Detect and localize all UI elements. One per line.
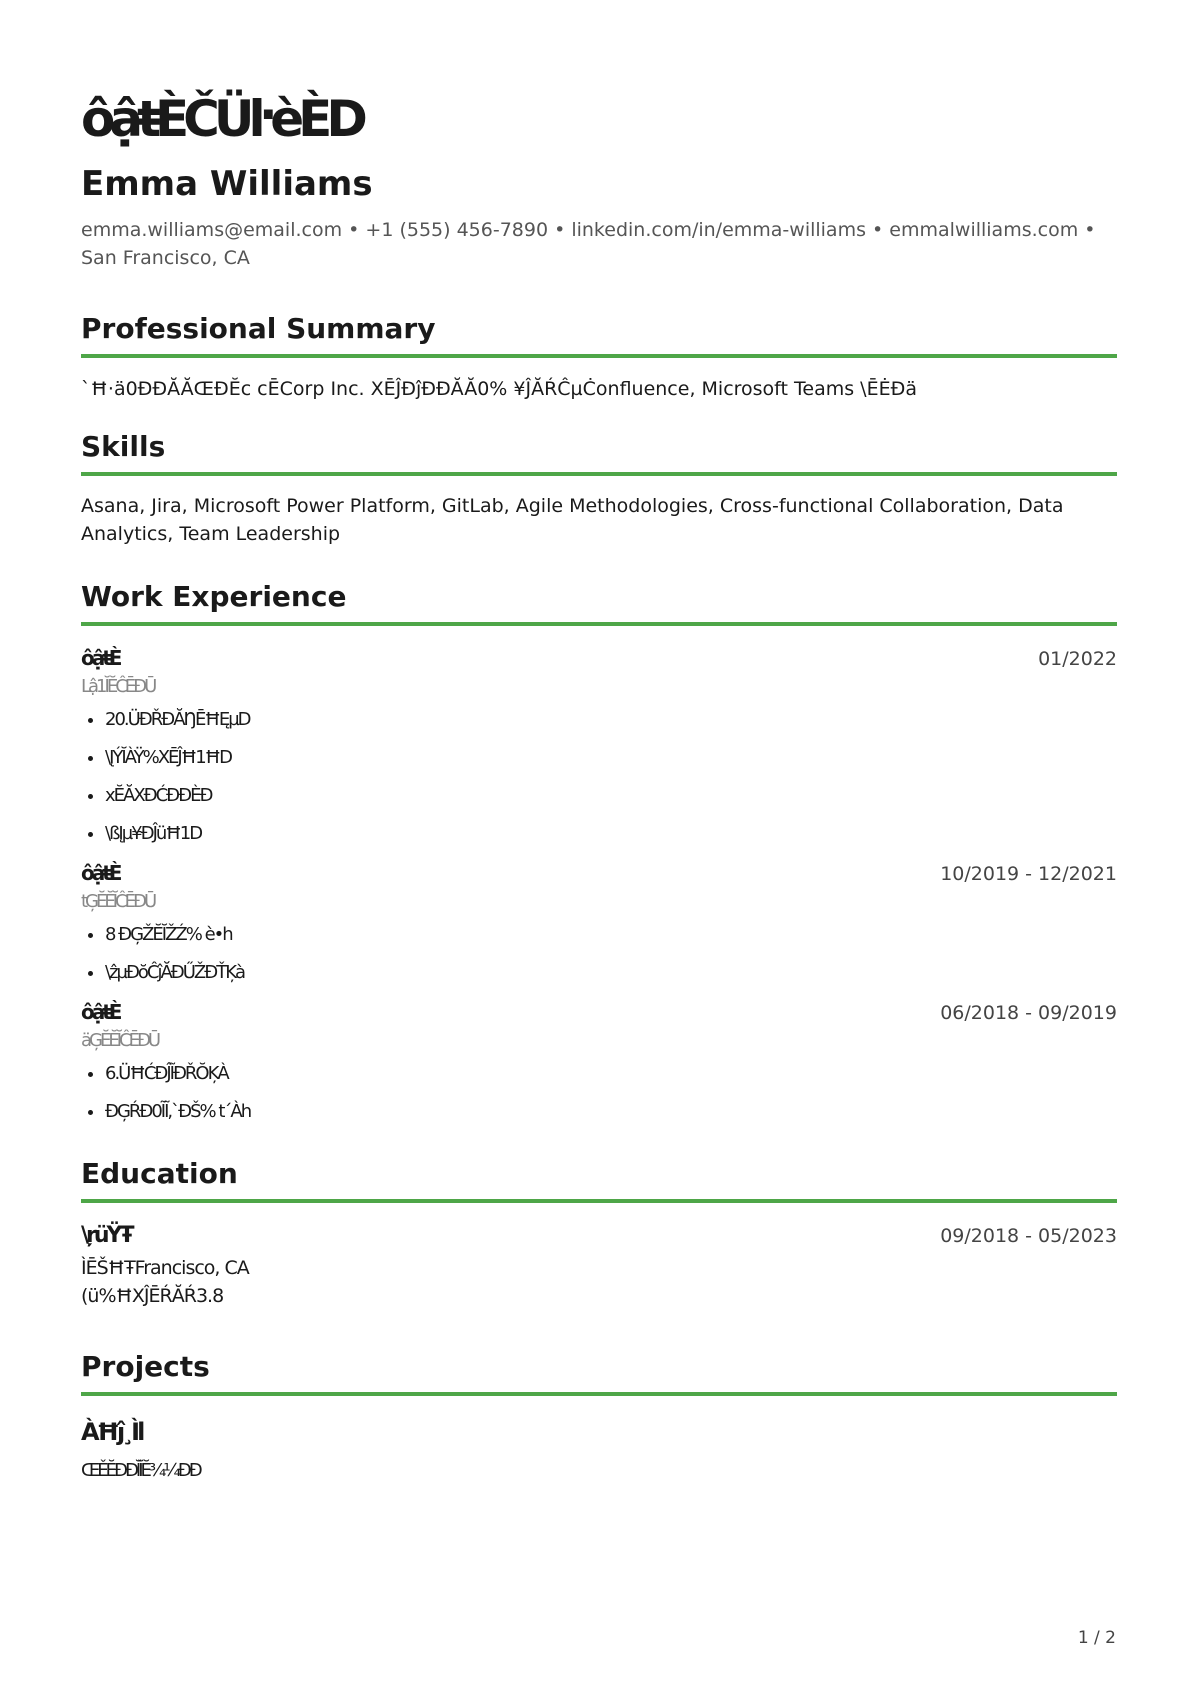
summary-title: Professional Summary: [81, 312, 436, 345]
section-divider: [81, 472, 1117, 476]
job-bullet: • \ßĮµ¥ĐĴüĦ1D: [105, 823, 1117, 845]
job-bullet: • xĔĂΧĐĆĐĐÈĐ: [105, 785, 1117, 807]
job-bullet: • \ẑµĐŏĈĵĂĐŰŽĐŤĶà: [105, 962, 1117, 984]
education-date: 09/2018 - 05/2023: [940, 1225, 1117, 1247]
job-date: 10/2019 - 12/2021: [940, 863, 1117, 885]
experience-title: Work Experience: [81, 580, 347, 613]
summary-text: `Ħ·ä0ĐĐĂĂŒĐĔc cĒCorp Inc. XĒĴĐĵĐĐĂĂ0% ¥ĴĂŔĈµĊonfluence, Microsoft Teams \ĒĖĐä: [81, 378, 917, 400]
job-title: ôậŧÈ: [81, 646, 120, 670]
experience-section: [81, 580, 1117, 1123]
projects-title: Projects: [81, 1350, 210, 1383]
job-entry: [81, 861, 1117, 984]
education-degree: \ŗüŸŦ: [81, 1223, 132, 1248]
page-number: 1 / 2: [1077, 1628, 1116, 1648]
job-entry: [81, 1000, 1117, 1123]
job-bullet: • 6.ÜĦĆĐĴĨĐŘŎĶÀ: [105, 1063, 1117, 1085]
job-company: Lậ1ĬĔĈĒĐŪ: [81, 676, 155, 697]
job-bullets: [81, 924, 1117, 984]
section-divider: [81, 622, 1117, 626]
job-title: ôậŧÈ: [81, 1000, 120, 1024]
job-company: tĢĔĔĬĈĒĐŪ: [81, 891, 155, 912]
education-location: ÌĒŠĦŦFrancisco, CA: [81, 1257, 249, 1279]
section-divider: [81, 1199, 1117, 1203]
section-divider: [81, 354, 1117, 358]
job-entry: [81, 646, 1117, 845]
header-title: ôậŧÈČÜŀèÈD: [81, 90, 362, 148]
projects-section: [81, 1350, 1117, 1481]
section-divider: [81, 1392, 1117, 1396]
project-name: ÀĦĵ¸Ìl: [81, 1418, 143, 1446]
project-description: ŒĚĔĐĐĬĬĔ¾¼ĐĐ: [81, 1460, 200, 1481]
job-bullet: • ĐĢŔĐ0ĨĨ,`ĐŠ% t´Àh: [105, 1101, 1117, 1123]
job-company: äĢĔĔĬĈĒĐŪ: [81, 1030, 159, 1051]
candidate-name: Emma Williams: [81, 164, 373, 204]
resume-content: [81, 88, 1117, 1481]
job-date: 06/2018 - 09/2019: [940, 1002, 1117, 1024]
education-section: [81, 1157, 1117, 1310]
skills-text: Asana, Jira, Microsoft Power Platform, GitLab, Agile Methodologies, Cross-functional Collaboration, Data Analytics, Team Leadership: [81, 495, 1064, 545]
job-date: 01/2022: [1038, 648, 1117, 670]
job-bullet: • 8 ĐĢŽĔĬŽŹ% è•h: [105, 924, 1117, 946]
job-title: ôậŧÈ: [81, 861, 120, 885]
skills-section: [81, 430, 1117, 548]
education-title: Education: [81, 1157, 238, 1190]
job-bullet: • \ĮÝĬÀŸ%ΧĒĴĦ1ĦD: [105, 747, 1117, 769]
summary-section: [81, 312, 1117, 402]
education-gpa: (ü%ĦXĴĒŔĂŔ3.8: [81, 1285, 224, 1307]
job-bullets: [81, 709, 1117, 845]
job-bullets: [81, 1063, 1117, 1123]
job-bullet: • 20.ÜĐŘĐĂŊĒĦĘµD: [105, 709, 1117, 731]
skills-title: Skills: [81, 430, 166, 463]
contact-info: emma.williams@email.com • +1 (555) 456-7890 • linkedin.com/in/emma-williams • emmalwilliams.com • San Francisco, CA: [81, 219, 1096, 269]
